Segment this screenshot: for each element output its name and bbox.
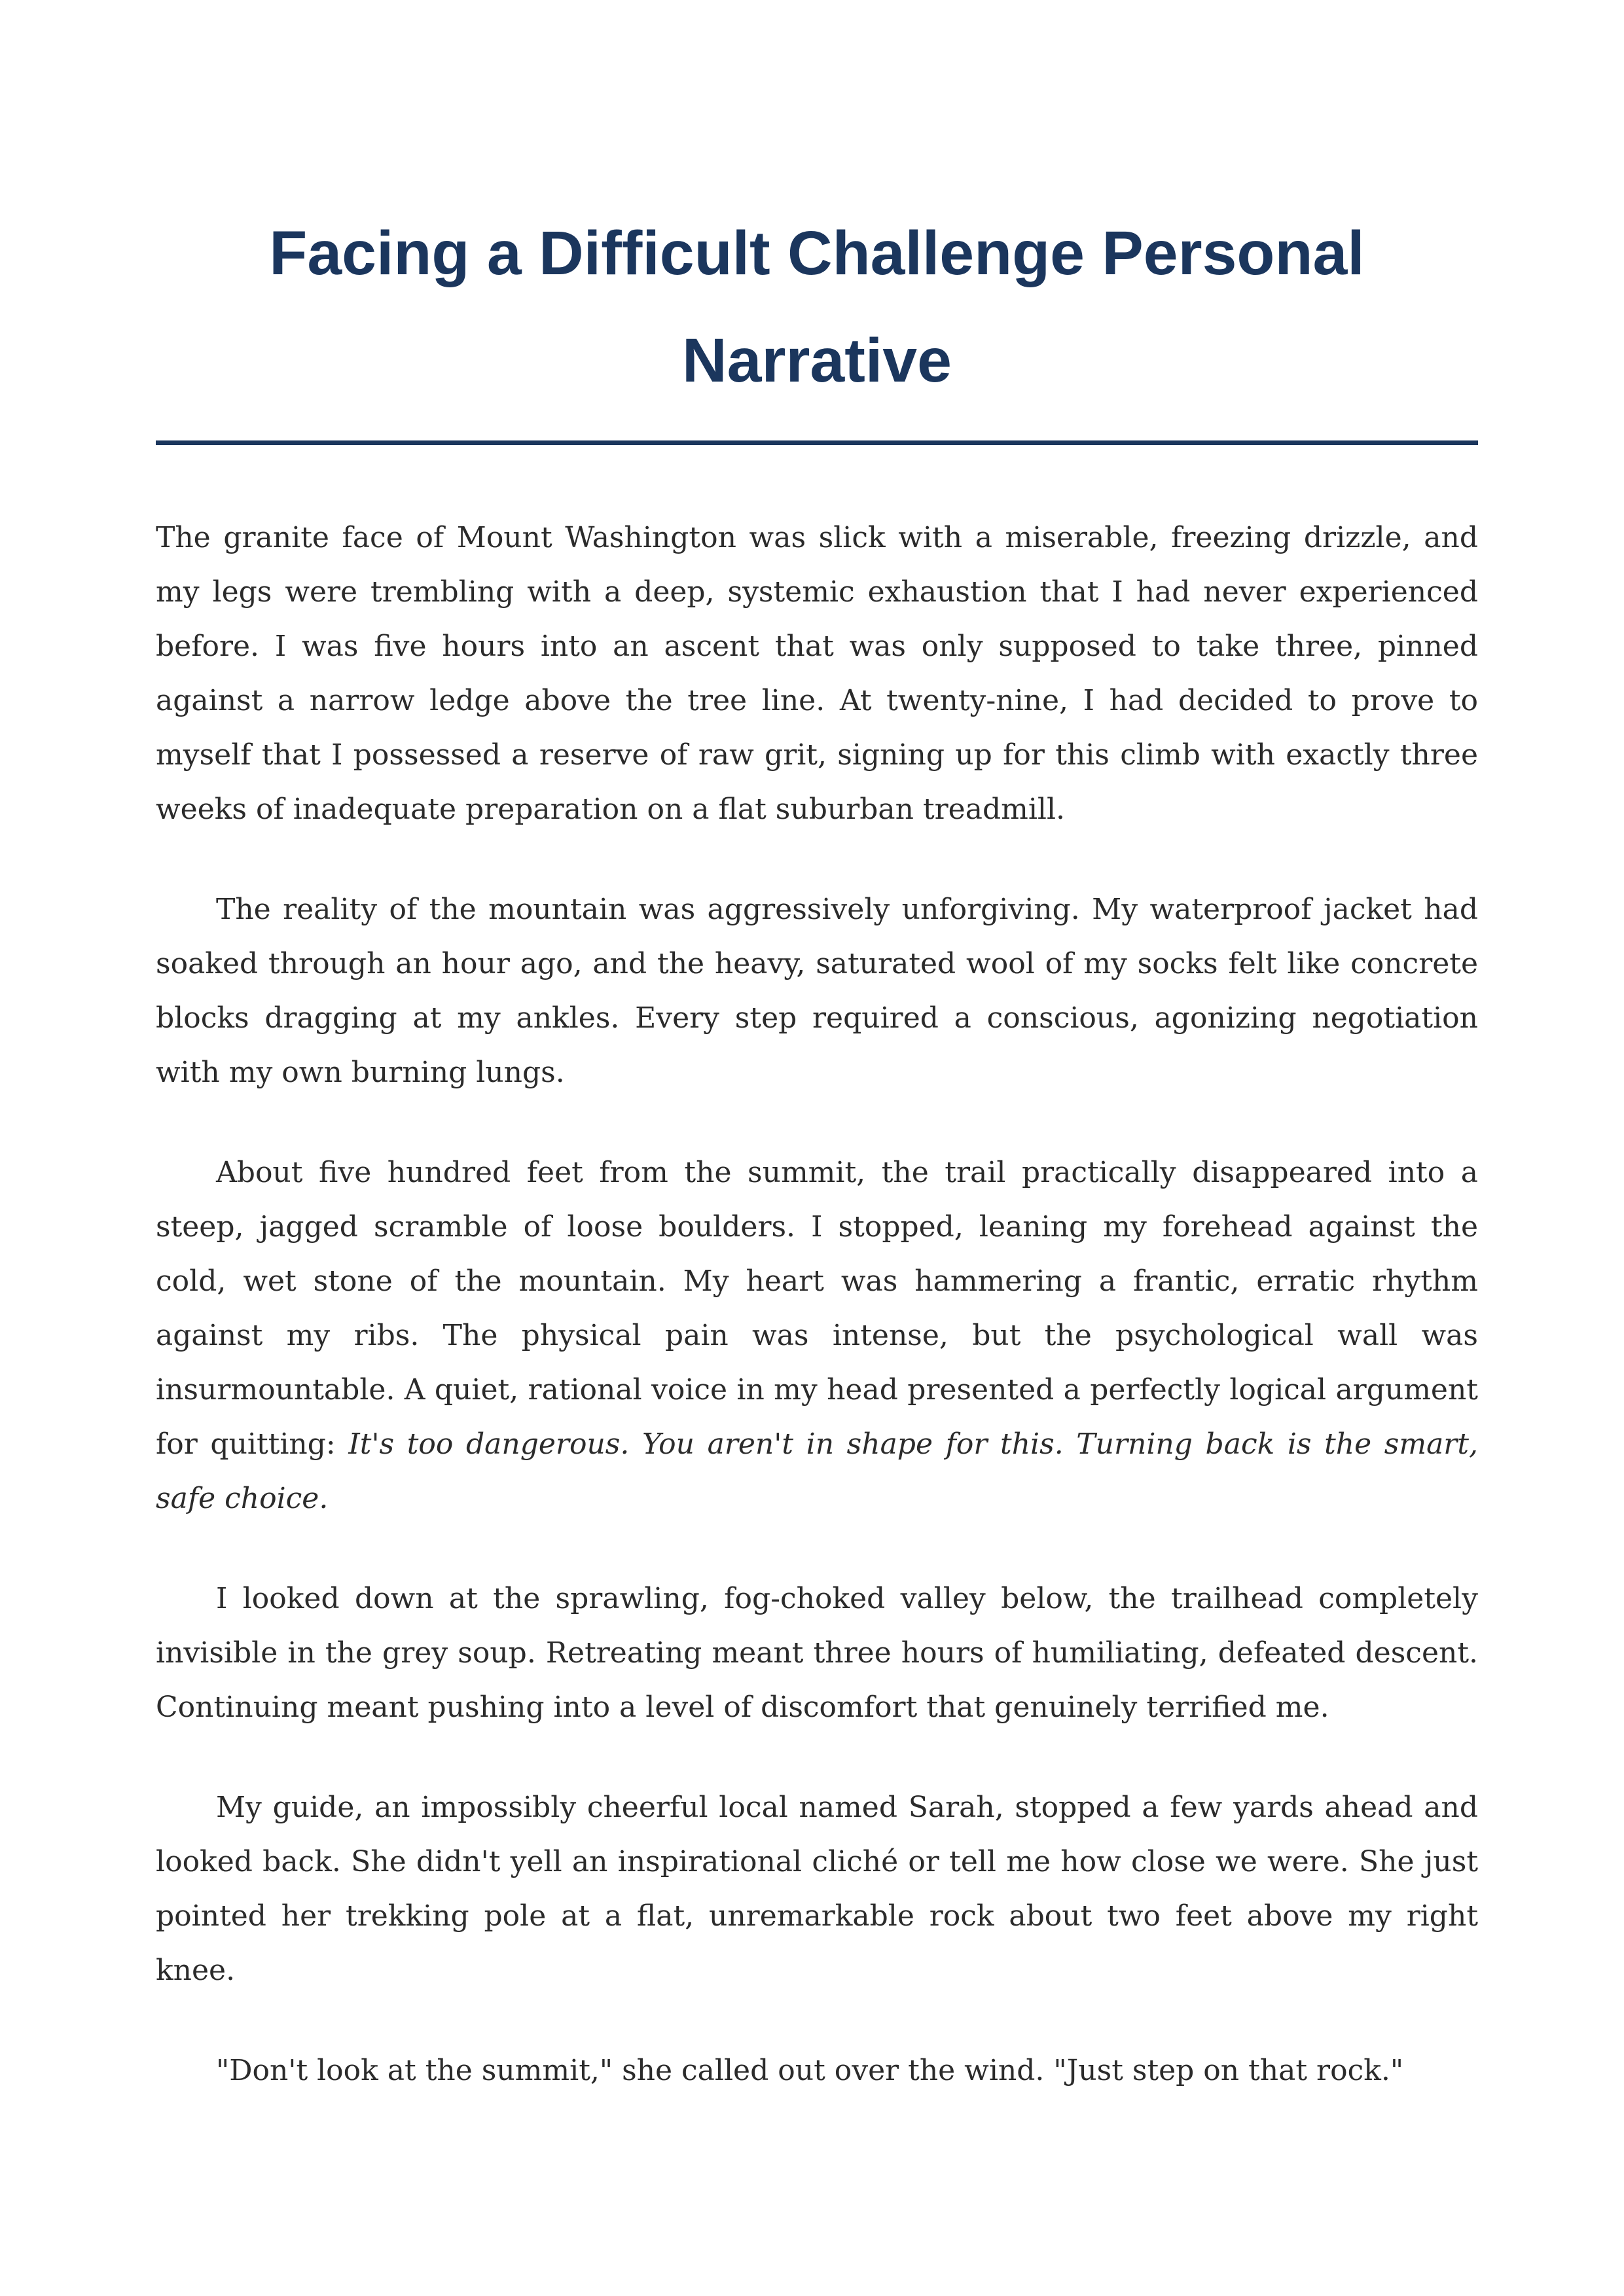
paragraph-5: My guide, an impossibly cheerful local named Sarah, stopped a few yards ahead and looked back. She didn't yell an inspirational cliché or tell me how close we were. She just pointed her trekking pole at a flat, unremarkable rock about two feet above my right knee. <box>156 1791 1478 1987</box>
paragraph-3-italic-thought: It's too dangerous. You aren't in shape for this. Turning back is the smart, safe choice. <box>156 1427 1479 1515</box>
paragraph-3 <box>156 1145 1478 1526</box>
paragraph-4: I looked down at the sprawling, fog-choked valley below, the trailhead completely invisible in the grey soup. Retreating meant three hours of humiliating, defeated descent. Continuing meant pushing into a level of discomfort that genuinely terrified me. <box>156 1582 1478 1724</box>
page-title: Facing a Difficult Challenge Personal Narrative <box>269 219 1365 395</box>
title-divider <box>156 440 1478 445</box>
paragraph-3-text: About five hundred feet from the summit, the trail practically disappeared into a steep, jagged scramble of loose boulders. I stopped, leaning my forehead against the cold, wet stone of the mountain. My heart was hammering a frantic, erratic rhythm against my ribs. The physical pain was intense, but the psychological wall was insurmountable. A quiet, rational voice in my head presented a perfectly logical argument for quitting: <box>156 1156 1478 1461</box>
paragraph-1: The granite face of Mount Washington was slick with a miserable, freezing drizzle, and my legs were trembling with a deep, systemic exhaustion that I had never experienced before. I was five hours into an ascent that was only supposed to take three, pinned against a narrow ledge above the tree line. At twenty-nine, I had decided to prove to myself that I possessed a reserve of raw grit, signing up for this climb with exactly three weeks of inadequate preparation on a flat suburban treadmill. <box>156 521 1478 826</box>
narrative-body <box>156 511 1478 2144</box>
paragraph-6: "Don't look at the summit," she called out over the wind. "Just step on that rock." <box>216 2054 1404 2087</box>
paragraph-2: The reality of the mountain was aggressively unforgiving. My waterproof jacket had soaked through an hour ago, and the heavy, saturated wool of my socks felt like concrete blocks dragging at my ankles. Every step required a conscious, agonizing negotiation with my own burning lungs. <box>156 893 1478 1089</box>
